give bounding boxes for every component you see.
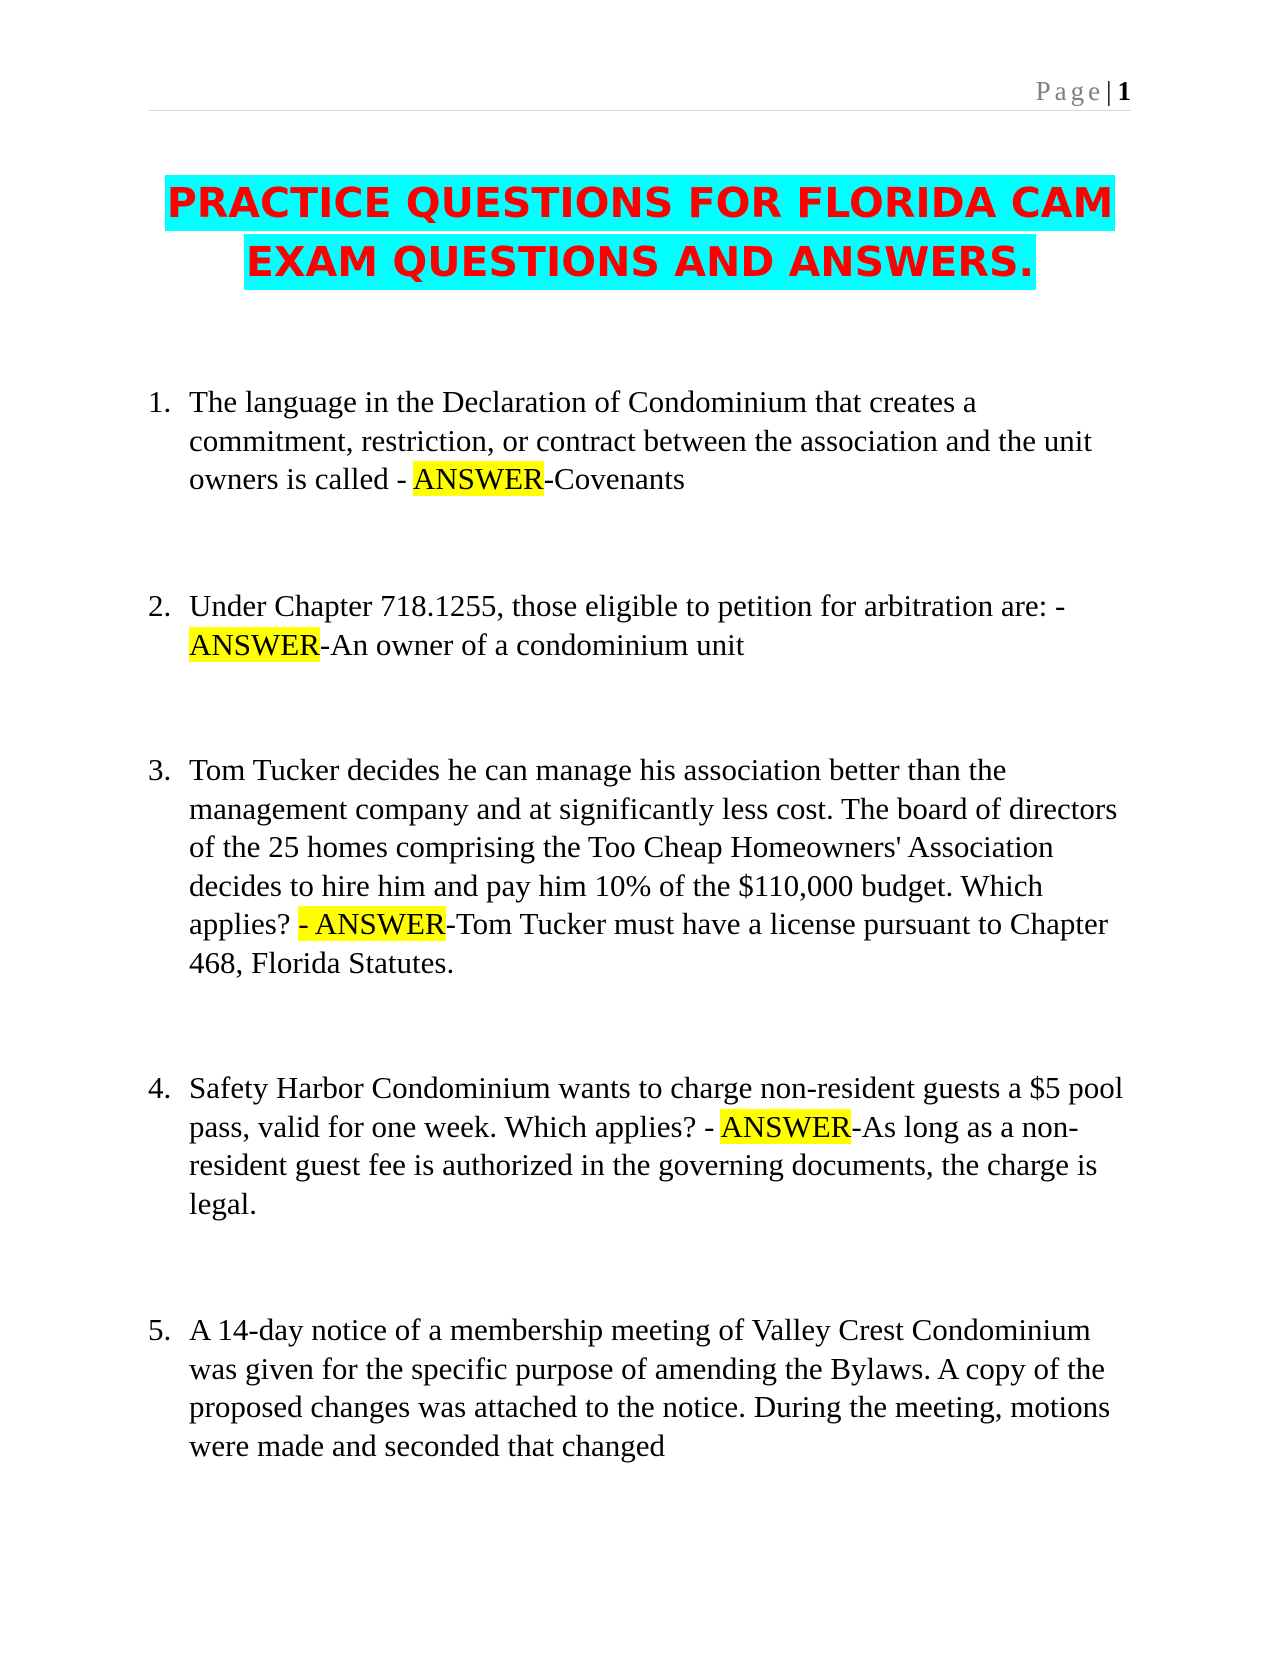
page-separator: | [1106,76,1112,106]
question-text: Tom Tucker decides he can manage his association better than the management company and at significantly less cost. The board of directors of the 25 homes comprising the Too Cheap Homeowners' Association decides to hire him and pay him 10% of the $110,000 budget. Which applies? [189,752,1118,941]
question-body [189,383,1138,499]
question-item [148,1311,1138,1465]
page-number: 1 [1117,76,1131,106]
document-title [100,174,1180,292]
answer-label: ANSWER [412,461,544,496]
page-number-label [1036,76,1131,106]
question-body [189,1069,1138,1223]
question-item [148,383,1138,499]
answer-label: ANSWER [189,626,320,662]
question-number: 3. [148,752,172,787]
question-number: 1. [148,384,172,419]
question-text: Under Chapter 718.1255, those eligible to petition for arbitration are: - [189,588,1066,623]
title-line-1: PRACTICE QUESTIONS FOR FLORIDA CAM [165,175,1116,231]
title-line-2: EXAM QUESTIONS AND ANSWERS. [244,234,1036,290]
page-word: Page [1035,76,1105,106]
page-header [148,74,1131,111]
question-text: The language in the Declaration of Condominium that creates a commitment, restriction, or contract between the association and the unit owners is called - [189,384,1093,496]
question-item [148,751,1138,982]
question-body [189,751,1138,982]
question-text: A 14-day notice of a membership meeting of Valley Crest Condominium was given for the specific purpose of amending the Bylaws. A copy of the proposed changes was attached to the notice. During the meeting, motions were made and seconded that changed [189,1312,1111,1463]
question-body [189,1311,1138,1465]
question-number: 4. [148,1070,172,1105]
answer-text: -An owner of a condominium unit [319,626,745,662]
answer-text: -Tom Tucker must have a license pursuant to Chapter 468, Florida Statutes. [189,906,1109,980]
answer-label: ANSWER [720,1108,852,1144]
answer-text: -Covenants [543,461,685,496]
question-number: 5. [148,1312,172,1347]
question-item [148,587,1138,664]
answer-text: -As long as a non-resident guest fee is authorized in the governing documents, the charge is legal. [189,1108,1098,1221]
question-text: Safety Harbor Condominium wants to charge non-resident guests a $5 pool pass, valid for one week. Which applies? - [189,1070,1124,1144]
answer-label: - ANSWER [298,906,446,941]
question-number: 2. [148,588,172,623]
question-body [189,587,1138,664]
question-item [148,1069,1138,1223]
